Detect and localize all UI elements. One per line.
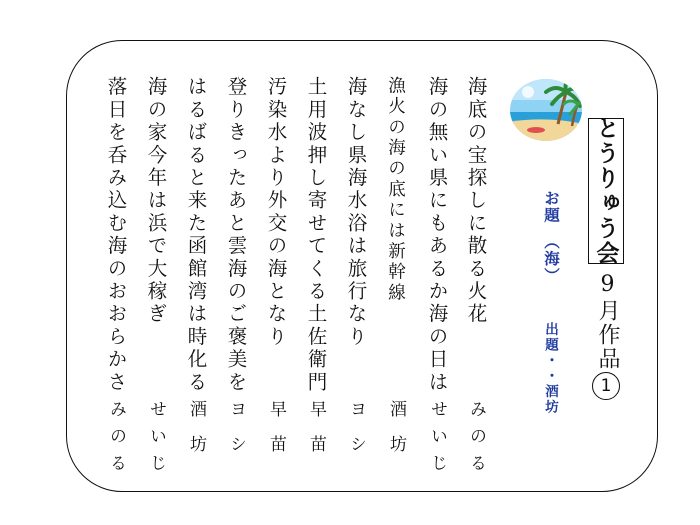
poem-author: ヨシ bbox=[226, 400, 246, 470]
poem-author: ヨシ bbox=[346, 400, 366, 470]
number-text: 1 bbox=[600, 376, 612, 396]
poem-author: せいじ bbox=[427, 400, 447, 481]
poem-text: 登りきったあと雲海のご褒美を bbox=[224, 76, 248, 394]
page-title: とうりゅう会 bbox=[592, 116, 620, 266]
poem-author: 酒坊 bbox=[186, 400, 206, 470]
beach-palm-icon bbox=[508, 78, 584, 142]
poem-author: みのる bbox=[106, 400, 126, 481]
poem-text: 海の無い県にもあるか海の日は bbox=[425, 76, 449, 394]
poem-text: 漁火の海の底には新幹線 bbox=[385, 76, 406, 304]
poem-text: 土用波押し寄せてくる土佐衛門 bbox=[304, 76, 328, 394]
poem-text: 海の家今年は浜で大稼ぎ bbox=[144, 76, 168, 326]
poem-text: はるばると来た函館湾は時化る bbox=[184, 76, 208, 394]
poem-author: 酒坊 bbox=[386, 400, 406, 470]
poem-author: 早苗 bbox=[266, 400, 286, 470]
poem-text: 落日を呑み込む海のおおらかさ bbox=[104, 76, 128, 394]
poem-author: せいじ bbox=[146, 400, 166, 481]
title-box bbox=[588, 118, 624, 264]
number-badge bbox=[592, 372, 620, 400]
poem-author: みのる bbox=[466, 400, 486, 481]
proposer-label: 出題・・酒坊 bbox=[542, 322, 558, 415]
subtitle: 9月作品 bbox=[595, 272, 620, 371]
poem-author: 早苗 bbox=[306, 400, 326, 470]
poem-text: 汚染水より外交の海となり bbox=[264, 76, 288, 349]
theme-label: お題 （海） bbox=[542, 190, 561, 285]
poem-text: 海底の宝探しに散る火花 bbox=[464, 76, 488, 326]
poem-text: 海なし県海水浴は旅行なり bbox=[344, 76, 368, 349]
